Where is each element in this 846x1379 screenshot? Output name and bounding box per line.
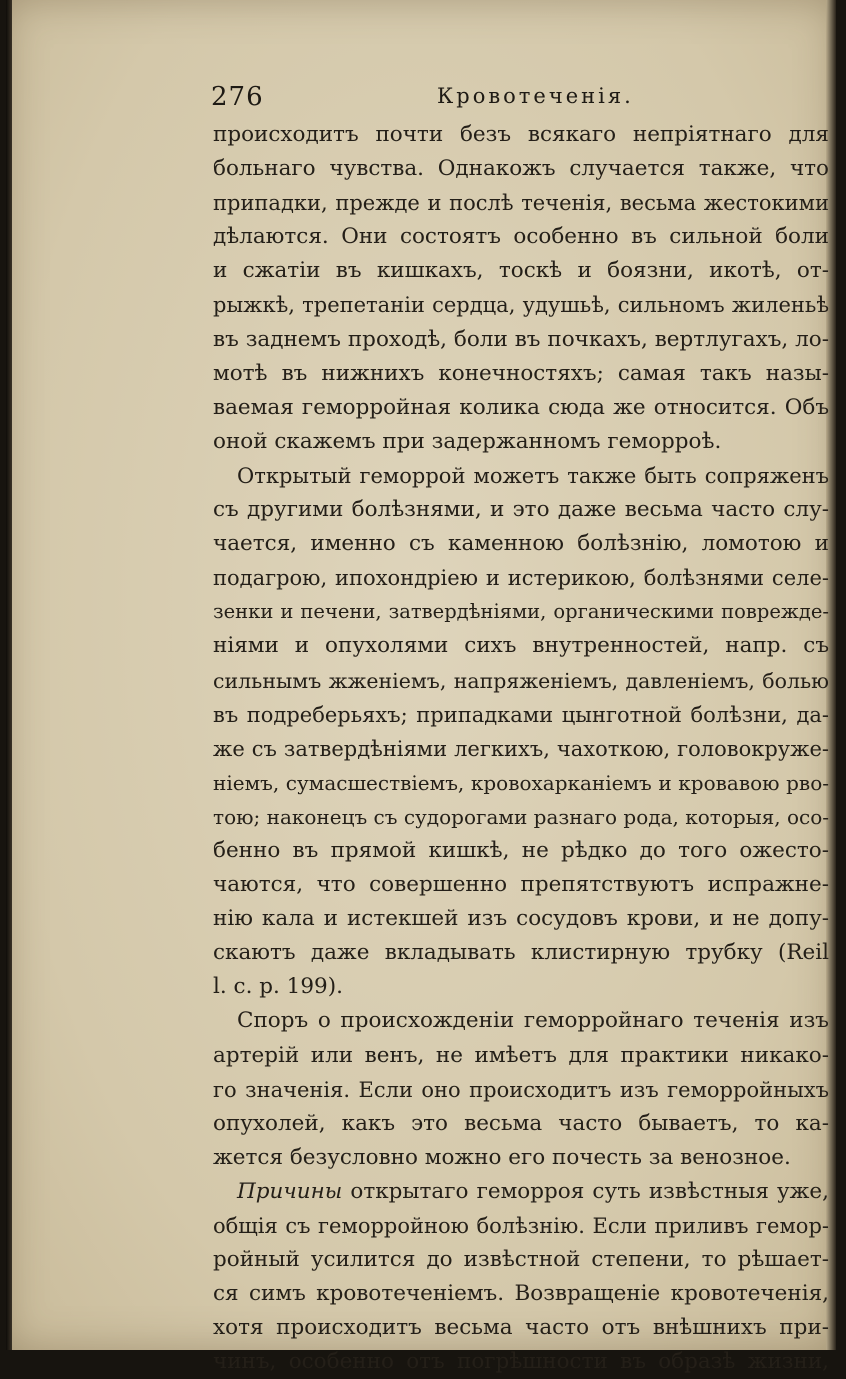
text-line: ніями и опухолями сихъ внутренностей, напр. съ <box>213 633 829 659</box>
text-line: l. c. p. 199). <box>213 974 343 1000</box>
text-line: чается, именно съ каменною болѣзнію, ломотою и <box>213 531 829 557</box>
text-line: нію кала и истекшей изъ сосудовъ крови, и не допу- <box>213 906 829 932</box>
paragraph-start-line: Открытый геморрой можетъ также быть сопряженъ <box>237 463 829 488</box>
page-number: 276 <box>211 82 264 112</box>
paragraph-start-line: Споръ о происхожденіи геморройнаго теченія изъ <box>237 1008 829 1034</box>
text-line: ройный усилится до извѣстной степени, то рѣшает- <box>213 1247 829 1273</box>
page-header <box>211 82 634 116</box>
text-line: въ заднемъ проходѣ, боли въ почкахъ, вертлугахъ, ло- <box>213 326 829 352</box>
text-line: ніемъ, сумасшествіемъ, кровохарканіемъ и кровавою рво- <box>213 770 829 795</box>
text-line: больнаго чувства. Однакожъ случается также, что <box>213 156 829 182</box>
text-line: тою; наконецъ съ судорогами разнаго рода, которыя, осо- <box>213 804 829 829</box>
running-title: Кровотеченія. <box>437 84 634 108</box>
text-line: зенки и печени, затвердѣніями, органическими поврежде- <box>213 600 829 624</box>
body-text <box>213 118 829 1379</box>
line-remainder: открытаго геморроя суть извѣстныя уже, <box>342 1178 829 1204</box>
text-line: хотя происходитъ весьма часто отъ внѣшнихъ при- <box>213 1315 829 1341</box>
italic-lead-word: Причины <box>237 1178 343 1204</box>
text-line: общія съ геморройною болѣзнію. Если приливъ гемор- <box>213 1214 829 1238</box>
text-line: жется безусловно можно его почесть за венозное. <box>213 1144 791 1170</box>
text-line: мотѣ въ нижнихъ конечностяхъ; самая такъ назы- <box>213 360 829 386</box>
text-line: рыжкѣ, трепетаніи сердца, удушьѣ, сильномъ жиленьѣ <box>213 293 829 318</box>
page-gutter <box>6 0 12 1350</box>
text-line: сильнымъ жженіемъ, напряженіемъ, давленіемъ, болью <box>213 668 829 693</box>
text-line: ся симъ кровотеченіемъ. Возвращеніе кровотеченія, <box>213 1281 829 1307</box>
book-page <box>6 0 836 1375</box>
text-line: чаются, что совершенно препятствуютъ испражне- <box>213 872 829 898</box>
text-line: дѣлаются. Они состоятъ особенно въ сильной боли <box>213 224 829 250</box>
text-line: подагрою, ипохондріею и истерикою, болѣзнями селе- <box>213 566 829 591</box>
text-line: происходитъ почти безъ всякаго непріятнаго для <box>213 122 829 147</box>
text-line: припадки, прежде и послѣ теченія, весьма жестокими <box>213 191 829 216</box>
text-line: ваемая геморройная колика сюда же относится. Объ <box>213 394 829 420</box>
text-line: бенно въ прямой кишкѣ, не рѣдко до того ожесто- <box>213 837 829 863</box>
text-line: и сжатіи въ кишкахъ, тоскѣ и боязни, икотѣ, от- <box>213 258 829 284</box>
text-line: оной скажемъ при задержанномъ геморроѣ. <box>213 428 722 454</box>
text-line: же съ затвердѣніями легкихъ, чахоткою, головокруже- <box>213 736 829 761</box>
text-line: чинъ, особенно отъ погрѣшности въ образѣ жизни, <box>213 1349 829 1375</box>
text-line: го значенія. Если оно происходитъ изъ геморройныхъ <box>213 1077 829 1102</box>
text-line: опухолей, какъ это весьма часто бываетъ, то ка- <box>213 1110 829 1136</box>
text-line: артерій или венъ, не имѣетъ для практики никако- <box>213 1042 829 1068</box>
paragraph-start-line <box>213 1175 829 1209</box>
text-line: съ другими болѣзнями, и это даже весьма часто слу- <box>213 497 829 523</box>
text-line: въ подреберьяхъ; припадками цынготной болѣзни, да- <box>213 702 829 727</box>
text-line: скаютъ даже вкладывать клистирную трубку (Reil <box>213 940 829 966</box>
